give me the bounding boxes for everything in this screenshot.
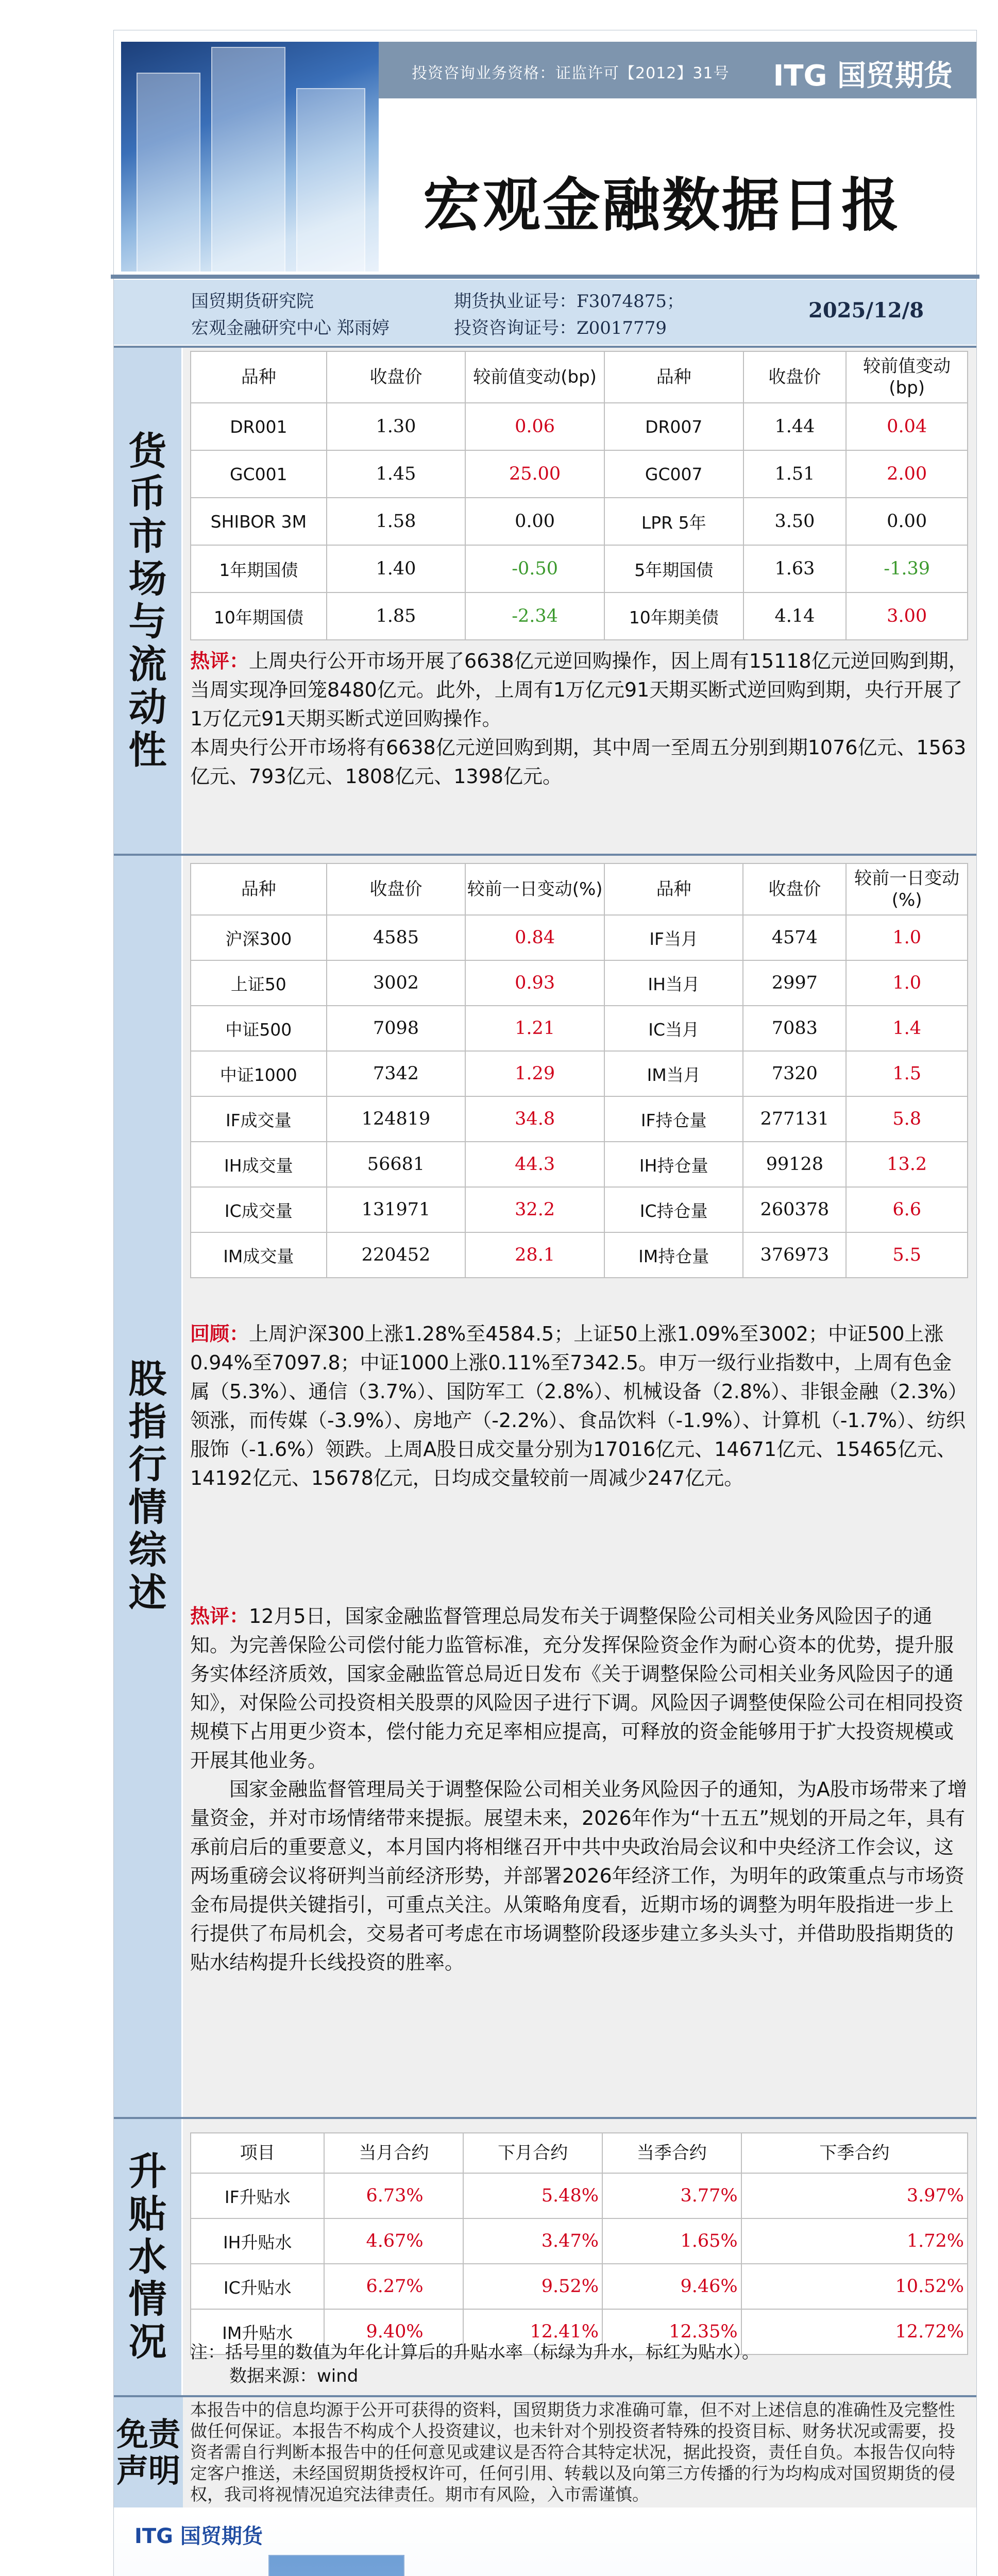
label-char: 市 — [128, 514, 167, 559]
cell: 7083 — [743, 1006, 846, 1051]
col-header: 收盘价 — [327, 863, 466, 915]
hot-comment — [190, 1602, 968, 1977]
cell: 3.00 — [846, 592, 968, 640]
cell: 9.40% — [324, 2309, 463, 2354]
basis-table — [190, 2132, 968, 2355]
label-char: 情 — [128, 2277, 167, 2322]
table-row — [191, 2173, 968, 2218]
cell: 260378 — [743, 1187, 846, 1232]
review-text: 上周沪深300上涨1.28%至4584.5；上证50上涨1.09%至3002；中证500上涨0.94%至7097.8；中证1000上涨0.11%至7342.5。申万一级行业指数中，上周有色金属（5.3%）、通信（3.7%）、国防军工（2.8%）、机械设备（2.8%）、非银金融（2.3%）领涨，而传媒（-3.9%）、房地产（-2.2%）、食品饮料（-1.9%）、计算机（-1.7%）、纺织服饰（-1.6%）领跌。上周A股日成交量分别为17016亿元、14671亿元、15465亿元、14192亿元、15678亿元，日均成交量较前一周减少247亿元。 — [190, 1323, 968, 1489]
hot-text-1: 12月5日，国家金融监督管理总局发布关于调整保险公司相关业务风险因子的通知。为完善保险公司偿付能力监管标准，充分发挥保险资金作为耐心资本的优势，提升服务实体经济质效，国家金融监管总局近日发布《关于调整保险公司相关业务风险因子的通知》，对保险公司投资相关股票的风险因子进行下调。风险因子调整使保险公司在相同投资规模下占用更少资本，偿付能力充足率相应提高，可释放的资金能够用于扩大投资规模或开展其他业务。 — [190, 1605, 964, 1772]
cell: GC007 — [604, 450, 743, 498]
label-char: 况 — [128, 2320, 167, 2365]
cell: 上证50 — [191, 960, 327, 1006]
cell: 中证1000 — [191, 1051, 327, 1096]
note-text: 注：括号里的数值为年化计算后的升贴水率（标绿为升水，标红为贴水）。 — [190, 2342, 759, 2363]
table-row — [191, 2218, 968, 2264]
cell: 13.2 — [846, 1142, 968, 1187]
cell: IF成交量 — [191, 1096, 327, 1142]
itg-logo: ITG 国贸期货 — [773, 59, 953, 93]
label-char: 指 — [128, 1400, 167, 1445]
cell: 44.3 — [465, 1142, 604, 1187]
cell: 3.77% — [602, 2173, 741, 2218]
cell: 5.5 — [846, 1232, 968, 1278]
table-row — [191, 1187, 968, 1232]
cell: DR007 — [604, 403, 743, 450]
table-header-row — [191, 2133, 968, 2173]
cell: 10年期美债 — [604, 592, 743, 640]
cell: 25.00 — [465, 450, 604, 498]
cell: 12.35% — [602, 2309, 741, 2354]
review-keyword: 回顾： — [190, 1323, 249, 1345]
table-row — [191, 1006, 968, 1051]
table-row — [191, 1096, 968, 1142]
cell: IH升贴水 — [191, 2218, 324, 2264]
cell: 0.00 — [846, 498, 968, 545]
basis-label — [114, 2119, 183, 2395]
cell: IF升贴水 — [191, 2173, 324, 2218]
cell: 2.00 — [846, 450, 968, 498]
company-banner — [114, 2509, 976, 2576]
stock-index-body — [183, 856, 976, 2117]
building-graphic — [268, 2555, 404, 2576]
table-row — [191, 498, 968, 545]
stock-index-label — [114, 856, 183, 2117]
cell: 1.58 — [327, 498, 466, 545]
cell: 32.2 — [465, 1187, 604, 1232]
cell: 1.29 — [465, 1051, 604, 1096]
cell: DR001 — [191, 403, 327, 450]
cell: 3.47% — [463, 2218, 602, 2264]
col-header: 项目 — [191, 2133, 324, 2173]
table-row — [191, 960, 968, 1006]
cell: 沪深300 — [191, 915, 327, 960]
label-char: 性 — [128, 727, 167, 772]
cell: 3.50 — [743, 498, 847, 545]
cell: 4585 — [327, 915, 466, 960]
cell: 131971 — [327, 1187, 466, 1232]
col-header: 较前一日变动(%) — [465, 863, 604, 915]
table-row — [191, 915, 968, 960]
cell: 2997 — [743, 960, 846, 1006]
cell: 99128 — [743, 1142, 846, 1187]
cell: 7098 — [327, 1006, 466, 1051]
institute-name: 国贸期货研究院 — [191, 291, 314, 312]
source-text: 数据来源：wind — [229, 2366, 359, 2386]
label-char: 行 — [128, 1443, 167, 1487]
cell: 376973 — [743, 1232, 846, 1278]
cell: 6.27% — [324, 2264, 463, 2309]
cell: 5.48% — [463, 2173, 602, 2218]
cell: 6.6 — [846, 1187, 968, 1232]
table-row — [191, 403, 968, 450]
cell: 4.14 — [743, 592, 847, 640]
cell: 1.44 — [743, 403, 847, 450]
cell: IM成交量 — [191, 1232, 327, 1278]
label-char: 综 — [128, 1528, 167, 1572]
money-market-table — [190, 351, 968, 640]
cell: IF当月 — [604, 915, 743, 960]
cell: 3.97% — [741, 2173, 968, 2218]
cell: 1.30 — [327, 403, 466, 450]
cell: 5.8 — [846, 1096, 968, 1142]
building-photo — [121, 42, 379, 272]
market-review — [190, 1319, 968, 1493]
label-char: 场 — [128, 557, 167, 602]
cell: 1.51 — [743, 450, 847, 498]
qualification-text: 投资咨询业务资格：证监许可【2012】31号 — [412, 64, 730, 82]
money-market-comment — [190, 647, 968, 791]
cell: IC成交量 — [191, 1187, 327, 1232]
hot-keyword: 热评： — [190, 1605, 249, 1628]
table-header-row — [191, 351, 968, 403]
cell: 0.06 — [465, 403, 604, 450]
cell: 1.85 — [327, 592, 466, 640]
cell: 7320 — [743, 1051, 846, 1096]
cell: -1.39 — [846, 545, 968, 592]
cell: 4574 — [743, 915, 846, 960]
report-date: 2025/12/8 — [808, 298, 924, 323]
cell: 6.73% — [324, 2173, 463, 2218]
cell: 34.8 — [465, 1096, 604, 1142]
label-char: 货 — [128, 429, 167, 473]
cell: IM当月 — [604, 1051, 743, 1096]
cell: 9.52% — [463, 2264, 602, 2309]
cell: 1.0 — [846, 960, 968, 1006]
cell: LPR 5年 — [604, 498, 743, 545]
basis-note — [190, 2341, 968, 2388]
cell: 28.1 — [465, 1232, 604, 1278]
col-header: 较前值变动(bp) — [846, 351, 968, 403]
cell: 0.04 — [846, 403, 968, 450]
col-header: 品种 — [191, 863, 327, 915]
table-row — [191, 1142, 968, 1187]
table-header-row — [191, 863, 968, 915]
cell: IM升贴水 — [191, 2309, 324, 2354]
page-title: 宏观金融数据日报 — [423, 172, 901, 239]
cell: 1.5 — [846, 1051, 968, 1096]
cell: 1.40 — [327, 545, 466, 592]
cell: 0.93 — [465, 960, 604, 1006]
label-char: 币 — [128, 471, 167, 516]
author-info-bar — [114, 280, 976, 345]
col-header: 较前值变动(bp) — [465, 351, 604, 403]
cell: IH持仓量 — [604, 1142, 743, 1187]
cell: 1.45 — [327, 450, 466, 498]
label-char: 水 — [128, 2234, 167, 2279]
col-header: 下季合约 — [741, 2133, 968, 2173]
label-char: 流 — [128, 642, 167, 687]
cell: 9.46% — [602, 2264, 741, 2309]
label-char: 与 — [128, 600, 167, 644]
cell: 56681 — [327, 1142, 466, 1187]
basis-body — [183, 2119, 976, 2395]
cell: 1.0 — [846, 915, 968, 960]
license-number: 期货执业证号：F3074875； — [454, 291, 685, 312]
cell: 1.63 — [743, 545, 847, 592]
label-char: 股 — [128, 1357, 167, 1402]
consult-number: 投资咨询证号：Z0017779 — [454, 318, 667, 338]
cell: 10.52% — [741, 2264, 968, 2309]
banner-logo: ITG 国贸期货 — [134, 2524, 263, 2548]
cell: 1.72% — [741, 2218, 968, 2264]
report-header — [114, 30, 976, 278]
cell: IC升贴水 — [191, 2264, 324, 2309]
comment-keyword: 热评： — [190, 650, 249, 672]
comment-text: 上周央行公开市场开展了6638亿元逆回购操作，因上周有15118亿元逆回购到期，当周实现净回笼8480亿元。此外，上周有1万亿元91天期买断式逆回购到期，央行开展了1万亿元91天期买断式逆回购操作。 — [190, 650, 968, 730]
col-header: 当月合约 — [324, 2133, 463, 2173]
col-header: 品种 — [191, 351, 327, 403]
cell: 1年期国债 — [191, 545, 327, 592]
cell: -2.34 — [465, 592, 604, 640]
cell: 3002 — [327, 960, 466, 1006]
cell: 0.00 — [465, 498, 604, 545]
col-header: 下月合约 — [463, 2133, 602, 2173]
label-char: 情 — [128, 1485, 167, 1530]
table-row — [191, 1051, 968, 1096]
cell: 0.84 — [465, 915, 604, 960]
cell: IF持仓量 — [604, 1096, 743, 1142]
cell: 5年期国债 — [604, 545, 743, 592]
label-line: 声明 — [116, 2452, 180, 2489]
col-header: 品种 — [604, 863, 743, 915]
cell: 中证500 — [191, 1006, 327, 1051]
comment-text-2: 本周央行公开市场将有6638亿元逆回购到期，其中周一至周五分别到期1076亿元、1563亿元、793亿元、1808亿元、1398亿元。 — [190, 736, 967, 788]
cell: 220452 — [327, 1232, 466, 1278]
label-line: 免责 — [116, 2415, 180, 2453]
cell: 7342 — [327, 1051, 466, 1096]
hot-text-2: 国家金融监督管理局关于调整保险公司相关业务风险因子的通知，为A股市场带来了增量资金，并对市场情绪带来提振。展望未来，2026年作为“十五五”规划的开局之年，具有承前启后的重要意义，本月国内将相继召开中共中央政治局会议和中央经济工作会议，这两场重磅会议将研判当前经济形势，并部署2026年经济工作，为明年的政策重点与市场资金布局提供关键指引，可重点关注。从策略角度看，近期市场的调整为明年股指进一步上行提供了布局机会，交易者可考虑在市场调整阶段逐步建立多头头寸，并借助股指期货的贴水结构提升长线投资的胜率。 — [190, 1778, 967, 1974]
disclaimer-label — [114, 2397, 183, 2507]
cell: 124819 — [327, 1096, 466, 1142]
cell: 277131 — [743, 1096, 846, 1142]
cell: IC持仓量 — [604, 1187, 743, 1232]
money-market-body — [183, 348, 976, 854]
label-char: 升 — [128, 2149, 167, 2194]
disclaimer-body — [183, 2397, 976, 2507]
col-header: 收盘价 — [743, 863, 846, 915]
label-char: 贴 — [128, 2192, 167, 2236]
table-row — [191, 2264, 968, 2309]
col-header: 较前一日变动(%) — [846, 863, 968, 915]
report-page — [114, 30, 976, 2576]
cell: 12.72% — [741, 2309, 968, 2354]
header-top-bar — [379, 42, 976, 98]
col-header: 品种 — [604, 351, 743, 403]
label-char: 述 — [128, 1570, 167, 1615]
cell: 10年期国债 — [191, 592, 327, 640]
cell: 1.4 — [846, 1006, 968, 1051]
cell: 1.65% — [602, 2218, 741, 2264]
cell: -0.50 — [465, 545, 604, 592]
cell: 4.67% — [324, 2218, 463, 2264]
table-row — [191, 545, 968, 592]
col-header: 收盘价 — [743, 351, 847, 403]
cell: GC001 — [191, 450, 327, 498]
disclaimer-text: 本报告中的信息均源于公开可获得的资料，国贸期货力求准确可靠，但不对上述信息的准确性及完整性做任何保证。本报告不构成个人投资建议，也未针对个别投资者特殊的投资目标、财务状况或需要，投资者需自行判断本报告中的任何意见或建议是否符合其特定状况，据此投资，责任自负。本报告仅向特定客户推送，未经国贸期货授权许可，任何引用、转载以及向第三方传播的行为均构成对国贸期货的侵权，我司将视情况追究法律责任。期市有风险，入市需谨慎。 — [190, 2400, 955, 2504]
cell: 1.21 — [465, 1006, 604, 1051]
table-row — [191, 450, 968, 498]
col-header: 收盘价 — [327, 351, 466, 403]
money-market-label — [114, 348, 183, 854]
cell: 12.41% — [463, 2309, 602, 2354]
label-char: 动 — [128, 685, 167, 730]
stock-index-table — [190, 863, 968, 1278]
cell: IM持仓量 — [604, 1232, 743, 1278]
cell: SHIBOR 3M — [191, 498, 327, 545]
cell: IH成交量 — [191, 1142, 327, 1187]
col-header: 当季合约 — [602, 2133, 741, 2173]
header-divider — [111, 275, 979, 279]
cell: IH当月 — [604, 960, 743, 1006]
table-row — [191, 592, 968, 640]
table-row — [191, 1232, 968, 1278]
center-author: 宏观金融研究中心 郑雨婷 — [191, 318, 390, 338]
cell: IC当月 — [604, 1006, 743, 1051]
